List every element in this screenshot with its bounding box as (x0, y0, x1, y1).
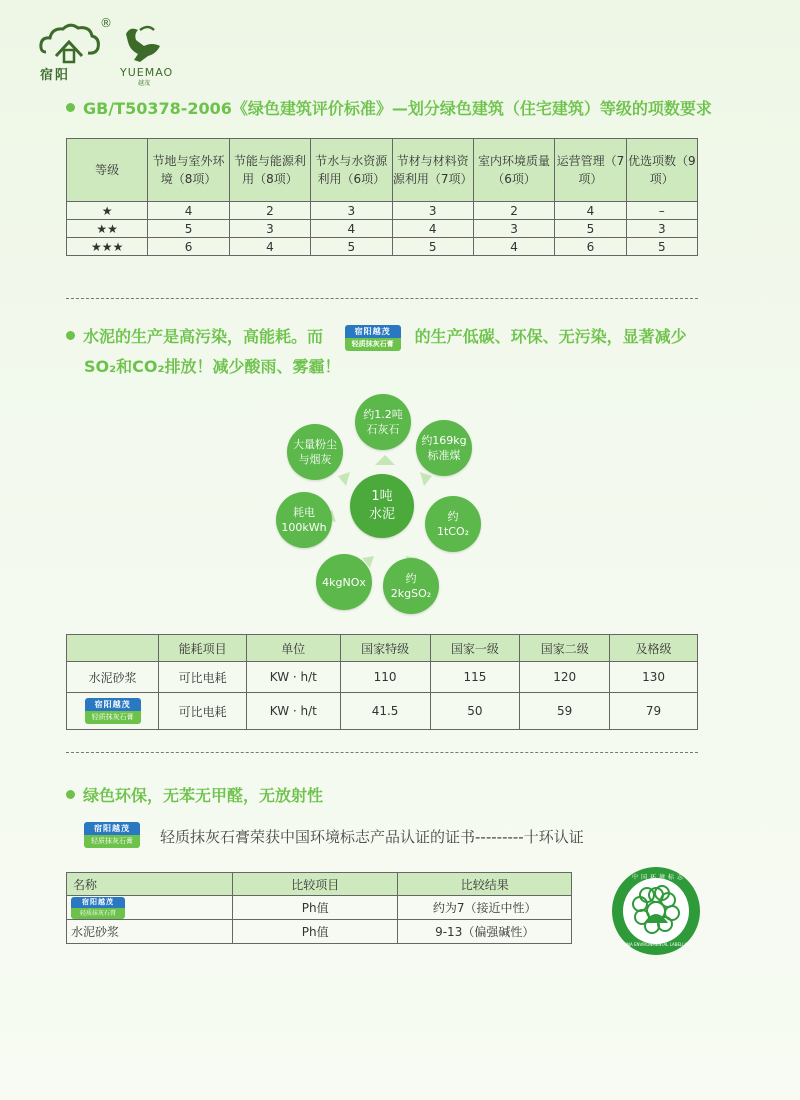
table-cell (67, 896, 233, 920)
column-header: 单位 (246, 635, 340, 662)
section3-title-text: 绿色环保，无苯无甲醛，无放射性 (83, 786, 324, 805)
table-header-row (67, 873, 572, 896)
energy-consumption-table (66, 634, 698, 730)
column-header: 节地与室外环境（8项） (148, 139, 229, 202)
diagram-node-dust: 大量粉尘 与烟灰 (287, 424, 343, 480)
table-cell: ★ (67, 202, 148, 220)
table-cell: 79 (610, 693, 698, 730)
brand-badge-logo (71, 897, 125, 919)
table-cell: 130 (610, 662, 698, 693)
column-header: 名称 (67, 873, 233, 896)
brand-badge-logo (85, 698, 141, 724)
table-cell: 50 (430, 693, 520, 730)
table-cell: Ph值 (232, 920, 398, 944)
dashed-divider (66, 298, 698, 299)
column-header: 节能与能源利用（8项） (229, 139, 310, 202)
table-cell: 3 (229, 220, 310, 238)
section1-title (66, 96, 712, 119)
table-header-row (67, 635, 698, 662)
table-cell: 2 (229, 202, 310, 220)
diagram-node-nox: 4kgNOx (316, 554, 372, 610)
goat-logo-icon (120, 24, 164, 66)
table-cell: 5 (148, 220, 229, 238)
seal-top-text: 中国环境标志 (632, 874, 687, 881)
brand-badge-top: 宿阳越茂 (345, 325, 401, 338)
column-header: 节材与材料资源利用（7项） (392, 139, 473, 202)
table-cell: 115 (430, 662, 520, 693)
seal-bottom-text: CHINA ENVIRONMENTAL LABELLING (620, 942, 692, 947)
table-cell: 可比电耗 (159, 662, 247, 693)
dashed-divider (66, 752, 698, 753)
column-header: 及格级 (610, 635, 698, 662)
certification-text: 轻质抹灰石膏荣获中国环境标志产品认证的证书---------十环认证 (160, 828, 584, 846)
column-header: 能耗项目 (159, 635, 247, 662)
table-cell: 2 (473, 202, 554, 220)
table-cell: 6 (555, 238, 626, 256)
table-cell: 4 (311, 220, 392, 238)
section2-title (66, 324, 726, 351)
column-header: 运营管理（7项） (555, 139, 626, 202)
table-cell: 可比电耗 (159, 693, 247, 730)
table-cell (67, 693, 159, 730)
brand-badge-bottom: 轻质抹灰石膏 (85, 711, 141, 724)
table-cell: 5 (626, 238, 697, 256)
registered-mark: ® (100, 16, 112, 30)
column-header: 国家一级 (430, 635, 520, 662)
table-cell: 41.5 (340, 693, 430, 730)
section3-title (66, 783, 323, 806)
column-header: 比较项目 (232, 873, 398, 896)
diagram-node-so2: 约 2kgSO₂ (383, 558, 439, 614)
diagram-node-coal: 约169kg 标准煤 (416, 420, 472, 476)
section2-line1-a: 水泥的生产是高污染，高能耗。而 (83, 327, 324, 346)
table-cell: 9-13（偏强碱性） (398, 920, 572, 944)
table-row (67, 662, 698, 693)
column-header: 比较结果 (398, 873, 572, 896)
table-cell: 水泥砂浆 (67, 920, 233, 944)
table-cell: 4 (229, 238, 310, 256)
section1-title-text: GB/T50378-2006《绿色建筑评价标准》—划分绿色建筑（住宅建筑）等级的项数要求 (83, 99, 712, 118)
bullet-icon (66, 790, 75, 799)
table-cell: 3 (311, 202, 392, 220)
brand-badge-logo (345, 325, 401, 351)
diagram-center-cement: 1吨 水泥 (350, 474, 414, 538)
brand-badge-bottom: 轻质抹灰石膏 (345, 338, 401, 351)
diagram-node-co2: 约 1tCO₂ (425, 496, 481, 552)
table-cell: 4 (148, 202, 229, 220)
brand-badge-logo (84, 822, 140, 848)
table-cell: 4 (473, 238, 554, 256)
table-row (67, 920, 572, 944)
brand-name-en: YUEMAO (120, 66, 174, 79)
table-cell: ★★ (67, 220, 148, 238)
brand-badge-top: 宿阳越茂 (85, 698, 141, 711)
table-row (67, 220, 698, 238)
table-cell: 3 (473, 220, 554, 238)
table-cell: 5 (392, 238, 473, 256)
table-cell: 3 (626, 220, 697, 238)
table-cell: – (626, 202, 697, 220)
brand-badge-top: 宿阳越茂 (71, 897, 125, 908)
table-row (67, 896, 572, 920)
brand-name-cn: 宿阳 (40, 68, 71, 83)
section2-line1-b: 的生产低碳、环保、无污染，显著减少 (414, 327, 687, 346)
table-cell: 4 (392, 220, 473, 238)
table-cell: ★★★ (67, 238, 148, 256)
table-cell: Ph值 (232, 896, 398, 920)
column-header: 节水与水资源利用（6项） (311, 139, 392, 202)
brand-badge-bottom: 轻质抹灰石膏 (84, 835, 140, 848)
table-cell: 6 (148, 238, 229, 256)
table-cell: 约为7（接近中性） (398, 896, 572, 920)
ph-comparison-table (66, 872, 572, 944)
table-cell: 5 (311, 238, 392, 256)
table-row (67, 238, 698, 256)
table-cell: 水泥砂浆 (67, 662, 159, 693)
bullet-icon (66, 331, 75, 340)
table-cell: KW · h/t (246, 693, 340, 730)
table-cell: 3 (392, 202, 473, 220)
table-cell: 4 (555, 202, 626, 220)
column-header (67, 635, 159, 662)
table-cell: 59 (520, 693, 610, 730)
column-header: 优选项数（9项） (626, 139, 697, 202)
table-cell: KW · h/t (246, 662, 340, 693)
table-cell: 110 (340, 662, 430, 693)
diagram-node-limestone: 约1.2吨 石灰石 (355, 394, 411, 450)
column-header: 国家二级 (520, 635, 610, 662)
brand-name-en-sub: 越茂 (138, 80, 151, 87)
table-row (67, 202, 698, 220)
table-row (67, 693, 698, 730)
column-header: 等级 (67, 139, 148, 202)
diagram-node-electricity: 耗电 100kWh (276, 492, 332, 548)
section2-line2: SO₂和CO₂排放！减少酸雨、雾霾！ (84, 357, 341, 376)
table-cell: 5 (555, 220, 626, 238)
column-header: 室内环境质量（6项） (473, 139, 554, 202)
brand-badge-top: 宿阳越茂 (84, 822, 140, 835)
table-cell: 120 (520, 662, 610, 693)
house-cloud-logo-icon (38, 22, 100, 64)
column-header: 国家特级 (340, 635, 430, 662)
brand-badge-bottom: 轻质抹灰石膏 (71, 908, 125, 919)
green-building-grade-table (66, 138, 698, 256)
bullet-icon (66, 103, 75, 112)
table-header-row (67, 139, 698, 202)
